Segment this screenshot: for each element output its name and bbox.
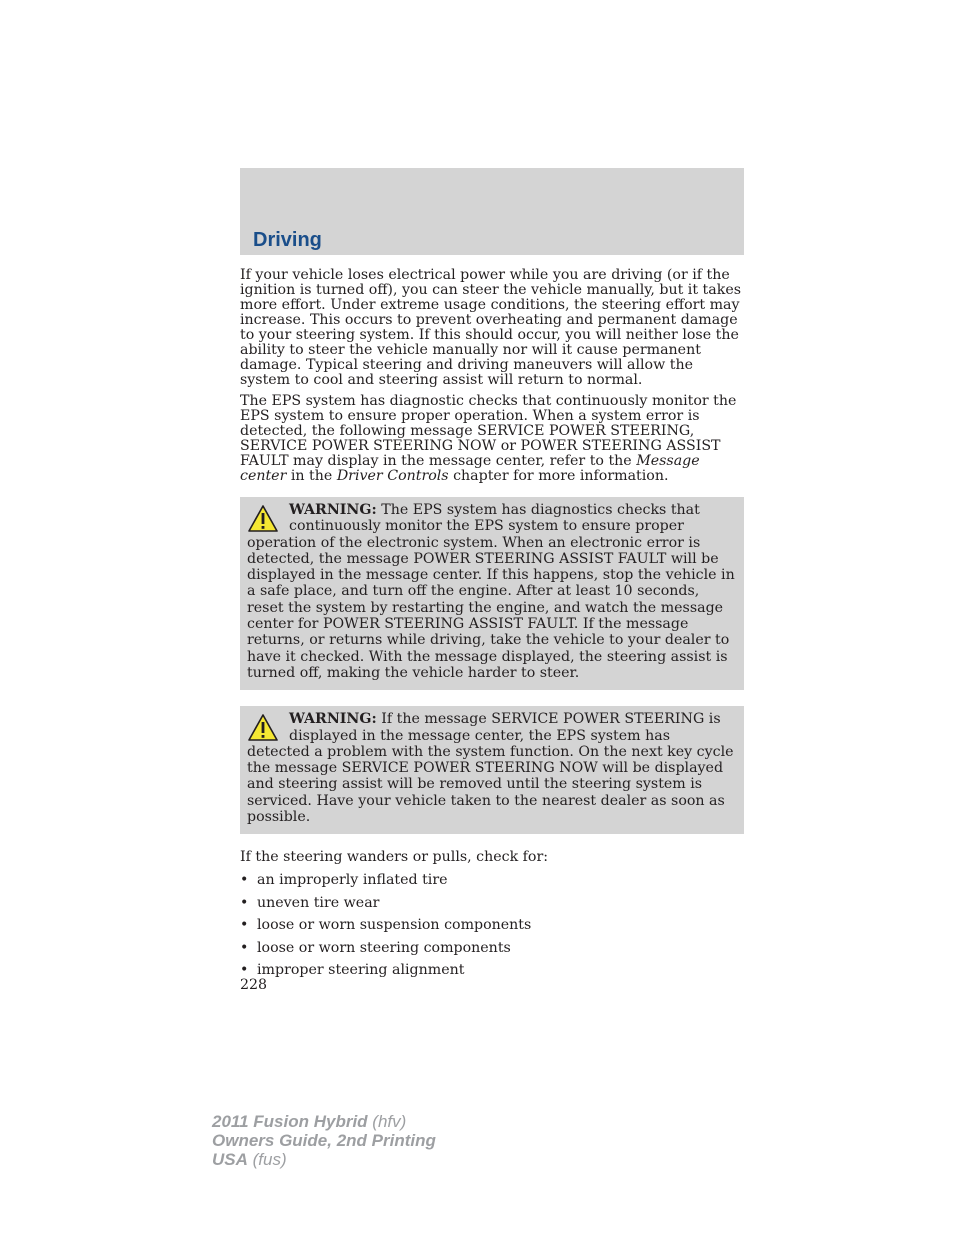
section-header-band [240, 168, 744, 255]
warning-text: If the message SERVICE POWER STEERING is displayed in the message center, the EPS system has detected a problem with the system function. On the next key cycle the message SERVICE POWER STEERING NOW will be displayed and steering assist will be removed until the steering system is serviced. Have your vehicle taken to the nearest dealer as soon as possible. [247, 711, 734, 826]
section-title: Driving [253, 229, 322, 251]
message-center-reference: Message center [240, 453, 700, 484]
page-content [240, 268, 744, 993]
paragraph-eps-diagnostics [240, 394, 744, 484]
footer-line-market [212, 1150, 436, 1169]
list-item [240, 918, 744, 933]
warning-text: The EPS system has diagnostics checks that continuously monitor the EPS system to ensure proper operation of the electronic system. When an electronic error is detected, the message POWER STEERING ASSIST FAULT will be displayed in the message center. If this happens, stop the vehicle in a safe place, and turn off the engine. After at least 10 seconds, reset the system by restarting the engine, and watch the message center for POWER STEERING ASSIST FAULT. If the message returns, or returns while driving, take the vehicle to your dealer to have it checked. With the message displayed, the steering assist is turned off, making the vehicle harder to steer. [247, 502, 735, 681]
list-item [240, 896, 744, 911]
footer-line-model [212, 1112, 436, 1131]
list-item [240, 873, 744, 888]
driver-controls-reference: Driver Controls [336, 468, 449, 484]
footer-edition-info [212, 1112, 436, 1169]
list-item-text: improper steering alignment [257, 962, 465, 979]
footer-market: USA [212, 1150, 248, 1169]
warning-label: WARNING: [289, 502, 377, 518]
list-item-text: an improperly inflated tire [257, 871, 448, 888]
list-item-text: loose or worn steering components [257, 939, 511, 956]
footer-model: 2011 Fusion Hybrid [212, 1112, 368, 1131]
paragraph-text: The EPS system has diagnostic checks that continuously monitor the EPS system to ensure proper operation. When a system error is detected, the following message SERVICE POWER STEERING, SERVICE POWER STEERING NOW or POWER STEERING ASSIST FAULT may display in the message center, refer to the [240, 393, 737, 469]
bullet: • [240, 894, 249, 911]
footer-market-code: (fus) [247, 1150, 287, 1169]
bullet: • [240, 917, 249, 934]
warning-triangle-icon [247, 504, 279, 534]
bullet: • [240, 962, 249, 979]
checklist-intro: If the steering wanders or pulls, check for: [240, 849, 549, 866]
paragraph-text: chapter for more information. [448, 468, 669, 484]
footer-line-guide [212, 1131, 436, 1150]
warning-triangle-icon [247, 713, 279, 743]
steering-checklist [240, 873, 744, 978]
footer-guide: Owners Guide, 2nd Printing [212, 1131, 436, 1150]
list-item-text: uneven tire wear [257, 894, 380, 911]
warning-box-eps-fault [240, 497, 744, 690]
page-number: 228 [240, 977, 268, 994]
footer-model-code: (hfv) [367, 1112, 407, 1131]
list-item [240, 963, 744, 978]
bullet: • [240, 939, 249, 956]
paragraph-power-loss: If your vehicle loses electrical power while you are driving (or if the ignition is turned off), you can steer the vehicle manually, but it takes more effort. Under extreme usage conditions, the steering effort may increase. This occurs to prevent overheating and permanent damage to your steering system. If this should occur, you will neither lose the ability to steer the vehicle manually nor will it cause permanent damage. Typical steering and driving maneuvers will allow the system to cool and steering assist will return to normal. [240, 267, 741, 388]
list-item-text: loose or worn suspension components [257, 917, 532, 934]
warning-label: WARNING: [289, 711, 377, 728]
bullet: • [240, 871, 249, 888]
list-item [240, 941, 744, 956]
paragraph-text: in the [286, 468, 337, 484]
warning-box-service-steering [240, 706, 744, 834]
